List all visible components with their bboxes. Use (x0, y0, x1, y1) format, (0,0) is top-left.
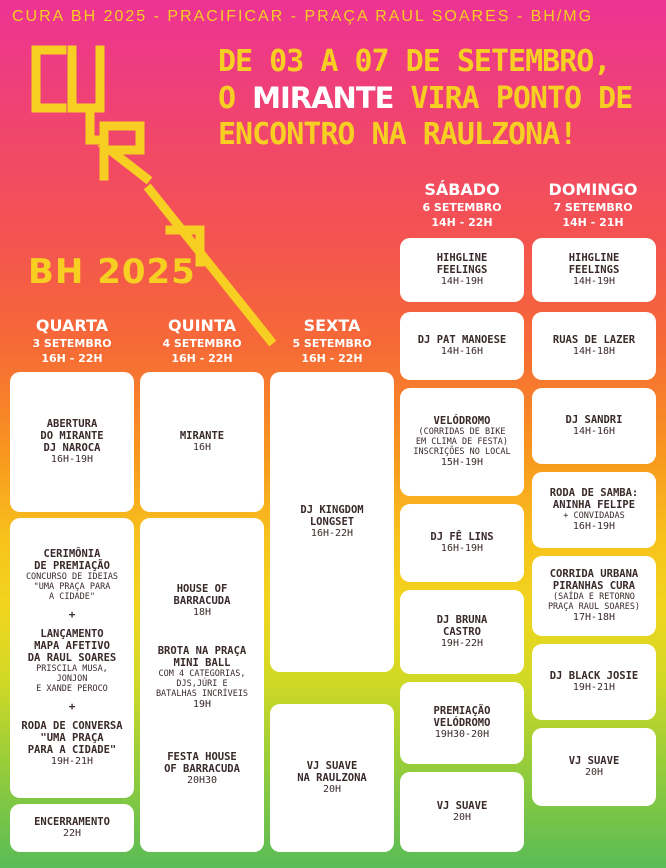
event (180, 430, 224, 454)
event (437, 614, 488, 650)
event (40, 418, 103, 466)
event-title: FESTA HOUSE OF BARRACUDA (164, 751, 240, 775)
event (550, 487, 639, 533)
event (300, 504, 363, 540)
day-name: QUARTA (35, 316, 109, 335)
event-title: ENCERRAMENTO (34, 816, 110, 828)
event-title: HIHGLINE FEELINGS (568, 252, 620, 276)
day-hours: 16H - 22H (41, 352, 103, 365)
event (437, 800, 488, 824)
event-title: MIRANTE (179, 430, 225, 442)
event-card-fri-1 (270, 372, 394, 672)
event-hours: 19H30-20H (434, 729, 490, 740)
event (297, 760, 367, 796)
logo-subtitle: BH 2025 (28, 252, 196, 292)
event-card-sat-3 (400, 388, 524, 496)
event-title: DJ BRUNA CASTRO (436, 614, 488, 638)
event-card-sun-7 (532, 728, 656, 806)
day-header-sat (400, 180, 524, 230)
event-hours: 19H-22H (440, 638, 484, 649)
event-hours: 19H (192, 699, 212, 710)
event-hours: 20H (452, 812, 472, 823)
event-card-thu-1 (140, 372, 264, 512)
event-hours: 20H (322, 784, 342, 795)
event (430, 531, 493, 555)
event (548, 568, 640, 624)
headline-line-2 (218, 80, 664, 117)
event-hours: 16H-22H (310, 528, 354, 539)
event-subtitle: + CONVIDADAS (563, 511, 625, 521)
event-hours: 14H-16H (572, 426, 616, 437)
plus-separator: + (68, 608, 76, 621)
event-subtitle: (CORRIDAS DE BIKE EM CLIMA DE FESTA) INSCRIÇÕES NO LOCAL (413, 427, 511, 457)
event-hours: 14H-19H (572, 276, 616, 287)
event-hours: 20H (584, 767, 604, 778)
event (26, 548, 118, 602)
event-subtitle: PRISCILA MUSA, JONJON E XANDE PEROCO (36, 664, 108, 694)
event-title: LANÇAMENTO MAPA AFETIVO DA RAUL SOARES (27, 628, 117, 664)
headline-line-1: DE 03 A 07 DE SETEMBRO, (218, 44, 611, 79)
event-card-sun-5 (532, 556, 656, 636)
event (34, 816, 110, 840)
event-group (156, 583, 248, 787)
event-title: DJ FÊ LINS (430, 531, 494, 543)
day-header-wed (10, 316, 134, 366)
event-hours: 16H (192, 442, 212, 453)
event-group (21, 548, 122, 768)
day-name: SÁBADO (424, 180, 500, 199)
event-hours: 14H-16H (440, 346, 484, 357)
event-hours: 18H (192, 607, 212, 618)
event-title: VJ SUAVE (568, 755, 620, 767)
event-card-sat-2 (400, 312, 524, 380)
plus-separator: + (68, 700, 76, 713)
day-date: 4 SETEMBRO (162, 337, 242, 350)
event-hours: 19H-21H (50, 756, 94, 767)
event-card-sun-3 (532, 388, 656, 464)
headline (218, 44, 664, 153)
event-title: DJ PAT MANOESE (417, 334, 507, 346)
event (569, 252, 620, 288)
event (434, 705, 491, 741)
day-date: 3 SETEMBRO (32, 337, 112, 350)
event-card-wed-2 (10, 518, 134, 798)
event (164, 751, 240, 787)
day-date: 7 SETEMBRO (553, 201, 633, 214)
event-card-sat-6 (400, 682, 524, 764)
day-hours: 14H - 22H (431, 216, 493, 229)
event-hours: 16H-19H (440, 543, 484, 554)
event-subtitle: (SAÍDA E RETORNO PRAÇA RAUL SOARES) (547, 592, 641, 612)
event-card-sun-1 (532, 238, 656, 302)
event-title: DJ SANDRI (565, 414, 623, 426)
event-title: DJ BLACK JOSIE (549, 670, 639, 682)
event-title: CERIMÔNIA DE PREMIAÇÃO (34, 548, 110, 572)
event (21, 720, 122, 768)
event-title: HOUSE OF BARRACUDA (173, 583, 231, 607)
day-header-sun (530, 180, 656, 230)
event-subtitle: CONCURSO DE IDEIAS "UMA PRAÇA PARA A CIDADE" (25, 572, 119, 602)
event-card-sun-2 (532, 312, 656, 380)
event-card-wed-3 (10, 804, 134, 852)
event-title: RUAS DE LAZER (552, 334, 636, 346)
event-hours: 19H-21H (572, 682, 616, 693)
event (437, 252, 488, 288)
event (174, 583, 231, 619)
event-title: HIHGLINE FEELINGS (436, 252, 488, 276)
event-title: ABERTURA DO MIRANTE DJ NAROCA (40, 418, 104, 454)
event-hours: 17H-18H (572, 612, 616, 623)
event (566, 414, 623, 438)
day-hours: 16H - 22H (301, 352, 363, 365)
event-hours: 16H-19H (50, 454, 94, 465)
day-header-fri (270, 316, 394, 366)
event-title: RODA DE SAMBA: ANINHA FELIPE (549, 487, 639, 511)
event-hours: 22H (62, 828, 82, 839)
event-hours: 14H-19H (440, 276, 484, 287)
event-card-sat-7 (400, 772, 524, 852)
event-title: DJ KINGDOM LONGSET (300, 504, 364, 528)
event (553, 334, 635, 358)
day-hours: 16H - 22H (171, 352, 233, 365)
event-title: PREMIAÇÃO VELÓDROMO (433, 705, 491, 729)
event-card-sat-5 (400, 590, 524, 674)
headline-pre: O (218, 81, 253, 116)
event-hours: 16H-19H (572, 521, 616, 532)
event-title: VELÓDROMO (433, 415, 491, 427)
event-hours: 20H30 (186, 775, 218, 786)
day-name: DOMINGO (548, 180, 638, 199)
event (569, 755, 620, 779)
event-title: BROTA NA PRAÇA MINI BALL (157, 645, 247, 669)
event-card-thu-2 (140, 518, 264, 852)
event-hours: 15H-19H (440, 457, 484, 468)
event (156, 645, 248, 711)
event (418, 334, 507, 358)
day-date: 6 SETEMBRO (422, 201, 502, 214)
event-card-sun-6 (532, 644, 656, 720)
event-card-sun-4 (532, 472, 656, 548)
event-title: VJ SUAVE NA RAULZONA (297, 760, 367, 784)
headline-line-3: ENCONTRO NA RAULZONA! (218, 117, 577, 152)
event-card-sat-4 (400, 504, 524, 582)
day-name: QUINTA (168, 316, 236, 335)
event-hours: 14H-18H (572, 346, 616, 357)
event (550, 670, 639, 694)
day-header-thu (140, 316, 264, 366)
event-card-fri-2 (270, 704, 394, 852)
event (28, 628, 117, 694)
headline-post: VIRA PONTO DE (393, 81, 633, 116)
day-date: 5 SETEMBRO (292, 337, 372, 350)
event-title: RODA DE CONVERSA "UMA PRAÇA PARA A CIDADE" (21, 720, 123, 756)
event-tagline: CURA BH 2025 - PRACIFICAR - PRAÇA RAUL SOARES - BH/MG (12, 8, 594, 25)
event-card-sat-1 (400, 238, 524, 302)
day-name: SEXTA (303, 316, 361, 335)
event-title: CORRIDA URBANA PIRANHAS CURA (549, 568, 639, 592)
day-hours: 14H - 21H (562, 216, 624, 229)
event-subtitle: COM 4 CATEGORIAS, DJS,JÚRI E BATALHAS INCRÍVEIS (155, 669, 249, 699)
headline-highlight: MIRANTE (252, 81, 394, 115)
event-card-wed-1 (10, 372, 134, 512)
event (413, 415, 510, 469)
event-title: VJ SUAVE (436, 800, 488, 812)
